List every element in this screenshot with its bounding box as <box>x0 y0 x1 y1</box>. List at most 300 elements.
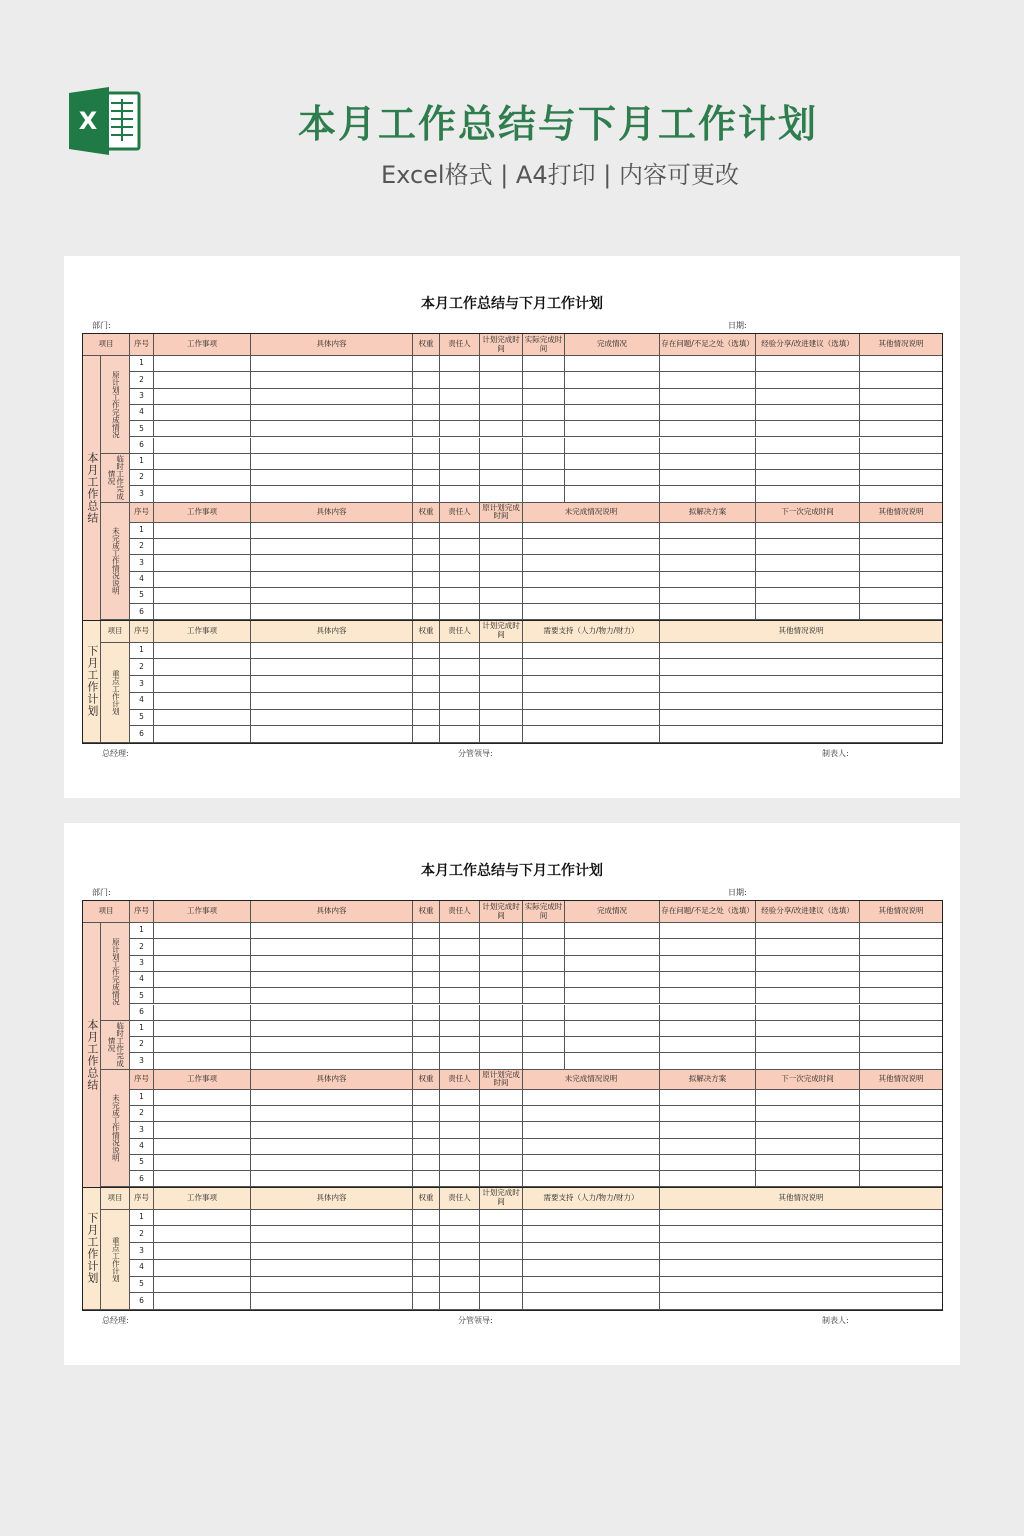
key-row-cell[interactable] <box>440 1226 480 1243</box>
unfinished-row-cell[interactable] <box>756 1106 860 1122</box>
temp-row-cell[interactable] <box>480 1021 523 1037</box>
temp-row-cell[interactable] <box>251 454 413 470</box>
key-row-cell[interactable] <box>413 726 440 743</box>
key-row-cell[interactable] <box>251 1260 413 1277</box>
key-row-cell[interactable] <box>440 643 480 660</box>
key-row-cell[interactable] <box>523 710 660 727</box>
planned-row-cell[interactable] <box>523 988 565 1004</box>
key-row-cell[interactable] <box>480 726 523 743</box>
key-row-cell[interactable] <box>523 643 660 660</box>
planned-row-cell[interactable] <box>756 988 860 1004</box>
unfinished-row-cell[interactable] <box>756 1155 860 1171</box>
key-row-cell[interactable] <box>413 1243 440 1260</box>
planned-row-cell[interactable] <box>440 939 480 955</box>
unfinished-row-cell[interactable] <box>440 604 480 620</box>
unfinished-row-cell[interactable] <box>251 1122 413 1138</box>
key-row-cell[interactable] <box>154 710 251 727</box>
key-row-cell[interactable] <box>480 659 523 676</box>
unfinished-row-cell[interactable] <box>860 1139 942 1155</box>
key-row-cell[interactable] <box>480 1243 523 1260</box>
key-row-cell[interactable] <box>480 1260 523 1277</box>
planned-row-cell[interactable] <box>154 372 251 388</box>
key-row-cell[interactable] <box>154 676 251 693</box>
key-row-cell[interactable] <box>251 1226 413 1243</box>
temp-row-cell[interactable] <box>565 486 660 502</box>
planned-row-cell[interactable] <box>440 1005 480 1021</box>
temp-row-cell[interactable] <box>154 1021 251 1037</box>
planned-row-cell[interactable] <box>523 939 565 955</box>
planned-row-cell[interactable] <box>565 923 660 939</box>
unfinished-row-cell[interactable] <box>523 523 660 539</box>
unfinished-row-cell[interactable] <box>154 1155 251 1171</box>
planned-row-cell[interactable] <box>756 356 860 372</box>
temp-row-cell[interactable] <box>251 470 413 486</box>
unfinished-row-cell[interactable] <box>523 555 660 571</box>
planned-row-cell[interactable] <box>756 438 860 454</box>
planned-row-cell[interactable] <box>480 956 523 972</box>
planned-row-cell[interactable] <box>154 972 251 988</box>
planned-row-cell[interactable] <box>660 956 756 972</box>
unfinished-row-cell[interactable] <box>480 1155 523 1171</box>
temp-row-cell[interactable] <box>251 486 413 502</box>
key-row-cell[interactable] <box>154 1293 251 1310</box>
key-row-cell[interactable] <box>480 1277 523 1294</box>
unfinished-row-cell[interactable] <box>660 1122 756 1138</box>
temp-row-cell[interactable] <box>154 454 251 470</box>
unfinished-row-cell[interactable] <box>480 539 523 555</box>
planned-row-cell[interactable] <box>756 972 860 988</box>
unfinished-row-cell[interactable] <box>480 572 523 588</box>
key-row-cell[interactable] <box>154 1226 251 1243</box>
key-row-cell[interactable] <box>251 726 413 743</box>
planned-row-cell[interactable] <box>660 356 756 372</box>
temp-row-cell[interactable] <box>660 1037 756 1053</box>
unfinished-row-cell[interactable] <box>251 1106 413 1122</box>
unfinished-row-cell[interactable] <box>523 1106 660 1122</box>
unfinished-row-cell[interactable] <box>660 1106 756 1122</box>
unfinished-row-cell[interactable] <box>154 1090 251 1106</box>
key-row-cell[interactable] <box>154 659 251 676</box>
planned-row-cell[interactable] <box>565 1005 660 1021</box>
key-row-cell[interactable] <box>523 676 660 693</box>
unfinished-row-cell[interactable] <box>440 572 480 588</box>
key-row-cell[interactable] <box>251 1293 413 1310</box>
planned-row-cell[interactable] <box>480 372 523 388</box>
key-row-cell[interactable] <box>660 710 942 727</box>
key-row-cell[interactable] <box>413 1293 440 1310</box>
planned-row-cell[interactable] <box>440 405 480 421</box>
planned-row-cell[interactable] <box>756 389 860 405</box>
planned-row-cell[interactable] <box>154 405 251 421</box>
planned-row-cell[interactable] <box>480 1005 523 1021</box>
planned-row-cell[interactable] <box>523 923 565 939</box>
planned-row-cell[interactable] <box>660 923 756 939</box>
unfinished-row-cell[interactable] <box>660 604 756 620</box>
unfinished-row-cell[interactable] <box>154 1122 251 1138</box>
unfinished-row-cell[interactable] <box>413 539 440 555</box>
key-row-cell[interactable] <box>660 1210 942 1227</box>
temp-row-cell[interactable] <box>413 1053 440 1069</box>
planned-row-cell[interactable] <box>154 356 251 372</box>
key-row-cell[interactable] <box>660 1293 942 1310</box>
planned-row-cell[interactable] <box>860 939 942 955</box>
unfinished-row-cell[interactable] <box>860 1155 942 1171</box>
unfinished-row-cell[interactable] <box>154 588 251 604</box>
unfinished-row-cell[interactable] <box>251 588 413 604</box>
unfinished-row-cell[interactable] <box>660 555 756 571</box>
planned-row-cell[interactable] <box>251 956 413 972</box>
unfinished-row-cell[interactable] <box>154 1171 251 1187</box>
unfinished-row-cell[interactable] <box>413 1122 440 1138</box>
planned-row-cell[interactable] <box>440 923 480 939</box>
key-row-cell[interactable] <box>480 693 523 710</box>
key-row-cell[interactable] <box>660 643 942 660</box>
key-row-cell[interactable] <box>413 710 440 727</box>
key-row-cell[interactable] <box>480 710 523 727</box>
unfinished-row-cell[interactable] <box>251 539 413 555</box>
planned-row-cell[interactable] <box>413 389 440 405</box>
unfinished-row-cell[interactable] <box>251 1090 413 1106</box>
key-row-cell[interactable] <box>480 1226 523 1243</box>
unfinished-row-cell[interactable] <box>660 1155 756 1171</box>
unfinished-row-cell[interactable] <box>251 572 413 588</box>
planned-row-cell[interactable] <box>565 372 660 388</box>
unfinished-row-cell[interactable] <box>413 1171 440 1187</box>
unfinished-row-cell[interactable] <box>480 1139 523 1155</box>
unfinished-row-cell[interactable] <box>154 555 251 571</box>
unfinished-row-cell[interactable] <box>440 523 480 539</box>
unfinished-row-cell[interactable] <box>860 1090 942 1106</box>
unfinished-row-cell[interactable] <box>480 555 523 571</box>
planned-row-cell[interactable] <box>660 438 756 454</box>
planned-row-cell[interactable] <box>523 956 565 972</box>
planned-row-cell[interactable] <box>440 421 480 437</box>
key-row-cell[interactable] <box>660 1260 942 1277</box>
planned-row-cell[interactable] <box>413 356 440 372</box>
unfinished-row-cell[interactable] <box>860 523 942 539</box>
unfinished-row-cell[interactable] <box>756 1139 860 1155</box>
planned-row-cell[interactable] <box>523 356 565 372</box>
planned-row-cell[interactable] <box>660 421 756 437</box>
unfinished-row-cell[interactable] <box>756 539 860 555</box>
unfinished-row-cell[interactable] <box>440 555 480 571</box>
temp-row-cell[interactable] <box>523 1021 565 1037</box>
planned-row-cell[interactable] <box>565 972 660 988</box>
key-row-cell[interactable] <box>440 1277 480 1294</box>
key-row-cell[interactable] <box>251 693 413 710</box>
unfinished-row-cell[interactable] <box>251 1171 413 1187</box>
key-row-cell[interactable] <box>523 693 660 710</box>
planned-row-cell[interactable] <box>565 438 660 454</box>
unfinished-row-cell[interactable] <box>440 1155 480 1171</box>
unfinished-row-cell[interactable] <box>860 1106 942 1122</box>
planned-row-cell[interactable] <box>860 438 942 454</box>
key-row-cell[interactable] <box>440 1293 480 1310</box>
temp-row-cell[interactable] <box>251 1053 413 1069</box>
unfinished-row-cell[interactable] <box>523 1090 660 1106</box>
key-row-cell[interactable] <box>523 1243 660 1260</box>
unfinished-row-cell[interactable] <box>413 1106 440 1122</box>
temp-row-cell[interactable] <box>860 1037 942 1053</box>
planned-row-cell[interactable] <box>251 1005 413 1021</box>
planned-row-cell[interactable] <box>523 1005 565 1021</box>
key-row-cell[interactable] <box>251 676 413 693</box>
temp-row-cell[interactable] <box>251 1037 413 1053</box>
temp-row-cell[interactable] <box>154 470 251 486</box>
planned-row-cell[interactable] <box>756 1005 860 1021</box>
unfinished-row-cell[interactable] <box>660 1139 756 1155</box>
planned-row-cell[interactable] <box>480 421 523 437</box>
unfinished-row-cell[interactable] <box>523 572 660 588</box>
unfinished-row-cell[interactable] <box>251 1155 413 1171</box>
planned-row-cell[interactable] <box>565 405 660 421</box>
temp-row-cell[interactable] <box>413 1021 440 1037</box>
planned-row-cell[interactable] <box>860 956 942 972</box>
key-row-cell[interactable] <box>523 1277 660 1294</box>
unfinished-row-cell[interactable] <box>660 572 756 588</box>
unfinished-row-cell[interactable] <box>251 523 413 539</box>
planned-row-cell[interactable] <box>251 356 413 372</box>
unfinished-row-cell[interactable] <box>154 1139 251 1155</box>
planned-row-cell[interactable] <box>860 1005 942 1021</box>
unfinished-row-cell[interactable] <box>251 1139 413 1155</box>
planned-row-cell[interactable] <box>251 389 413 405</box>
key-row-cell[interactable] <box>413 1210 440 1227</box>
unfinished-row-cell[interactable] <box>413 604 440 620</box>
unfinished-row-cell[interactable] <box>523 604 660 620</box>
temp-row-cell[interactable] <box>660 486 756 502</box>
planned-row-cell[interactable] <box>154 956 251 972</box>
planned-row-cell[interactable] <box>154 988 251 1004</box>
planned-row-cell[interactable] <box>440 988 480 1004</box>
unfinished-row-cell[interactable] <box>523 1155 660 1171</box>
unfinished-row-cell[interactable] <box>413 1090 440 1106</box>
unfinished-row-cell[interactable] <box>413 588 440 604</box>
planned-row-cell[interactable] <box>413 421 440 437</box>
planned-row-cell[interactable] <box>154 421 251 437</box>
key-row-cell[interactable] <box>523 1260 660 1277</box>
unfinished-row-cell[interactable] <box>756 588 860 604</box>
temp-row-cell[interactable] <box>523 470 565 486</box>
unfinished-row-cell[interactable] <box>756 1090 860 1106</box>
temp-row-cell[interactable] <box>565 470 660 486</box>
key-row-cell[interactable] <box>440 1260 480 1277</box>
planned-row-cell[interactable] <box>523 389 565 405</box>
temp-row-cell[interactable] <box>756 1021 860 1037</box>
unfinished-row-cell[interactable] <box>860 572 942 588</box>
planned-row-cell[interactable] <box>756 405 860 421</box>
temp-row-cell[interactable] <box>440 486 480 502</box>
key-row-cell[interactable] <box>480 676 523 693</box>
planned-row-cell[interactable] <box>660 972 756 988</box>
unfinished-row-cell[interactable] <box>154 523 251 539</box>
key-row-cell[interactable] <box>251 1243 413 1260</box>
planned-row-cell[interactable] <box>440 438 480 454</box>
key-row-cell[interactable] <box>660 1277 942 1294</box>
temp-row-cell[interactable] <box>565 1021 660 1037</box>
temp-row-cell[interactable] <box>413 486 440 502</box>
planned-row-cell[interactable] <box>251 421 413 437</box>
planned-row-cell[interactable] <box>413 372 440 388</box>
temp-row-cell[interactable] <box>251 1021 413 1037</box>
temp-row-cell[interactable] <box>523 454 565 470</box>
unfinished-row-cell[interactable] <box>154 539 251 555</box>
temp-row-cell[interactable] <box>154 486 251 502</box>
temp-row-cell[interactable] <box>660 470 756 486</box>
planned-row-cell[interactable] <box>413 405 440 421</box>
planned-row-cell[interactable] <box>251 972 413 988</box>
planned-row-cell[interactable] <box>440 389 480 405</box>
key-row-cell[interactable] <box>480 1210 523 1227</box>
unfinished-row-cell[interactable] <box>251 604 413 620</box>
unfinished-row-cell[interactable] <box>251 555 413 571</box>
unfinished-row-cell[interactable] <box>860 1171 942 1187</box>
planned-row-cell[interactable] <box>154 939 251 955</box>
key-row-cell[interactable] <box>154 643 251 660</box>
planned-row-cell[interactable] <box>860 405 942 421</box>
unfinished-row-cell[interactable] <box>660 588 756 604</box>
planned-row-cell[interactable] <box>660 389 756 405</box>
key-row-cell[interactable] <box>154 1277 251 1294</box>
unfinished-row-cell[interactable] <box>440 1139 480 1155</box>
unfinished-row-cell[interactable] <box>860 588 942 604</box>
planned-row-cell[interactable] <box>480 988 523 1004</box>
key-row-cell[interactable] <box>523 659 660 676</box>
key-row-cell[interactable] <box>251 659 413 676</box>
temp-row-cell[interactable] <box>860 1053 942 1069</box>
temp-row-cell[interactable] <box>480 1053 523 1069</box>
unfinished-row-cell[interactable] <box>413 523 440 539</box>
unfinished-row-cell[interactable] <box>860 555 942 571</box>
unfinished-row-cell[interactable] <box>660 539 756 555</box>
key-row-cell[interactable] <box>440 659 480 676</box>
unfinished-row-cell[interactable] <box>660 1171 756 1187</box>
planned-row-cell[interactable] <box>523 405 565 421</box>
unfinished-row-cell[interactable] <box>523 539 660 555</box>
unfinished-row-cell[interactable] <box>756 1122 860 1138</box>
key-row-cell[interactable] <box>251 1277 413 1294</box>
unfinished-row-cell[interactable] <box>756 1171 860 1187</box>
planned-row-cell[interactable] <box>565 356 660 372</box>
key-row-cell[interactable] <box>413 676 440 693</box>
temp-row-cell[interactable] <box>480 454 523 470</box>
key-row-cell[interactable] <box>523 726 660 743</box>
temp-row-cell[interactable] <box>440 1053 480 1069</box>
unfinished-row-cell[interactable] <box>480 1106 523 1122</box>
temp-row-cell[interactable] <box>860 470 942 486</box>
planned-row-cell[interactable] <box>480 389 523 405</box>
planned-row-cell[interactable] <box>251 939 413 955</box>
unfinished-row-cell[interactable] <box>756 604 860 620</box>
unfinished-row-cell[interactable] <box>480 1122 523 1138</box>
planned-row-cell[interactable] <box>860 372 942 388</box>
planned-row-cell[interactable] <box>565 939 660 955</box>
unfinished-row-cell[interactable] <box>480 604 523 620</box>
unfinished-row-cell[interactable] <box>154 572 251 588</box>
key-row-cell[interactable] <box>523 1293 660 1310</box>
planned-row-cell[interactable] <box>565 988 660 1004</box>
planned-row-cell[interactable] <box>660 988 756 1004</box>
temp-row-cell[interactable] <box>413 454 440 470</box>
temp-row-cell[interactable] <box>756 1053 860 1069</box>
planned-row-cell[interactable] <box>251 372 413 388</box>
key-row-cell[interactable] <box>251 710 413 727</box>
planned-row-cell[interactable] <box>523 438 565 454</box>
planned-row-cell[interactable] <box>251 923 413 939</box>
unfinished-row-cell[interactable] <box>440 588 480 604</box>
temp-row-cell[interactable] <box>565 454 660 470</box>
planned-row-cell[interactable] <box>660 405 756 421</box>
planned-row-cell[interactable] <box>660 939 756 955</box>
unfinished-row-cell[interactable] <box>523 1171 660 1187</box>
key-row-cell[interactable] <box>523 1210 660 1227</box>
unfinished-row-cell[interactable] <box>480 588 523 604</box>
planned-row-cell[interactable] <box>860 356 942 372</box>
key-row-cell[interactable] <box>154 726 251 743</box>
unfinished-row-cell[interactable] <box>660 1090 756 1106</box>
unfinished-row-cell[interactable] <box>154 604 251 620</box>
planned-row-cell[interactable] <box>523 421 565 437</box>
temp-row-cell[interactable] <box>523 486 565 502</box>
planned-row-cell[interactable] <box>251 988 413 1004</box>
unfinished-row-cell[interactable] <box>440 1171 480 1187</box>
temp-row-cell[interactable] <box>440 470 480 486</box>
planned-row-cell[interactable] <box>523 372 565 388</box>
key-row-cell[interactable] <box>480 1293 523 1310</box>
key-row-cell[interactable] <box>154 1243 251 1260</box>
temp-row-cell[interactable] <box>660 1053 756 1069</box>
key-row-cell[interactable] <box>154 1260 251 1277</box>
unfinished-row-cell[interactable] <box>860 1122 942 1138</box>
planned-row-cell[interactable] <box>413 939 440 955</box>
unfinished-row-cell[interactable] <box>523 1122 660 1138</box>
planned-row-cell[interactable] <box>480 939 523 955</box>
planned-row-cell[interactable] <box>860 389 942 405</box>
planned-row-cell[interactable] <box>413 1005 440 1021</box>
planned-row-cell[interactable] <box>413 988 440 1004</box>
temp-row-cell[interactable] <box>440 1037 480 1053</box>
planned-row-cell[interactable] <box>860 421 942 437</box>
planned-row-cell[interactable] <box>251 405 413 421</box>
planned-row-cell[interactable] <box>440 972 480 988</box>
key-row-cell[interactable] <box>413 659 440 676</box>
planned-row-cell[interactable] <box>154 389 251 405</box>
key-row-cell[interactable] <box>154 693 251 710</box>
key-row-cell[interactable] <box>440 676 480 693</box>
unfinished-row-cell[interactable] <box>480 1090 523 1106</box>
planned-row-cell[interactable] <box>440 956 480 972</box>
planned-row-cell[interactable] <box>860 923 942 939</box>
planned-row-cell[interactable] <box>413 923 440 939</box>
unfinished-row-cell[interactable] <box>440 1090 480 1106</box>
unfinished-row-cell[interactable] <box>523 588 660 604</box>
key-row-cell[interactable] <box>413 643 440 660</box>
planned-row-cell[interactable] <box>480 438 523 454</box>
planned-row-cell[interactable] <box>660 372 756 388</box>
unfinished-row-cell[interactable] <box>413 555 440 571</box>
key-row-cell[interactable] <box>251 1210 413 1227</box>
planned-row-cell[interactable] <box>413 972 440 988</box>
unfinished-row-cell[interactable] <box>860 539 942 555</box>
planned-row-cell[interactable] <box>440 372 480 388</box>
temp-row-cell[interactable] <box>480 1037 523 1053</box>
planned-row-cell[interactable] <box>251 438 413 454</box>
key-row-cell[interactable] <box>660 1226 942 1243</box>
key-row-cell[interactable] <box>413 1260 440 1277</box>
temp-row-cell[interactable] <box>660 1021 756 1037</box>
temp-row-cell[interactable] <box>860 454 942 470</box>
key-row-cell[interactable] <box>440 693 480 710</box>
